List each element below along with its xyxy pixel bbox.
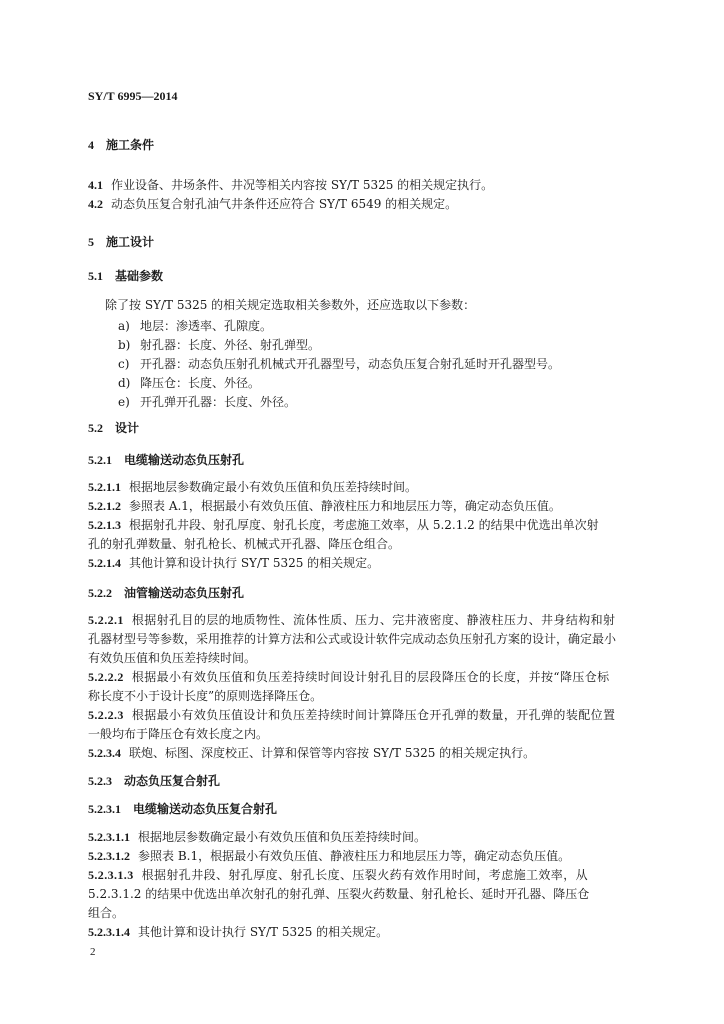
clause-5-2-3-1-4 [88,924,388,940]
clause-text: 根据射孔井段、射孔厚度、射孔长度，考虑施工效率，从 5.2.1.2 的结果中优选出单次射 [129,518,599,532]
section-5-1-heading [88,268,163,284]
section-5-2-2-heading [88,585,244,601]
list-text: 开孔器：动态负压射孔机械式开孔器型号，动态负压复合射孔延时开孔器型号。 [140,357,561,371]
clause-number: 5.2.1.3 [88,518,121,532]
list-item [118,375,260,391]
clause-number: 5.2.1.4 [88,556,121,570]
list-item [118,337,320,353]
section-title: 施工设计 [106,235,155,249]
list-marker: d) [118,376,131,390]
clause-4-2 [88,196,457,212]
clause-number: 5.2.3.1.2 [88,849,130,863]
clause-number: 5.2.3.1.3 [88,868,134,882]
section-4-heading [88,137,154,153]
section-title: 设计 [115,421,140,435]
clause-5-2-2-2 [88,669,610,685]
clause-text: 其他计算和设计执行 SY/T 5325 的相关规定。 [129,556,380,570]
section-number: 5.2.2 [88,586,112,600]
clause-continuation: 孔器材型号等参数，采用推荐的计算方法和公式或设计软件完成动态负压射孔方案的设计，确定最小 [88,632,617,646]
clause-continuation: 5.2.3.1.2 的结果中优选出单次射孔的射孔弹、压裂火药数量、射孔枪长、延时开孔器、降压仓 [88,887,590,901]
section-title: 电缆输送动态负压射孔 [124,453,245,467]
clause-text: 联炮、标图、深度校正、计算和保管等内容按 SY/T 5325 的相关规定执行。 [129,746,536,760]
list-text: 开孔弹开孔器：长度、外径。 [140,395,297,409]
clause-5-2-2-3 [88,707,615,723]
clause-continuation: 孔的射孔弹数量、射孔枪长、机械式开孔器、降压仓组合。 [88,537,401,551]
section-5-2-1-heading [88,452,244,468]
section-5-heading [88,234,154,250]
clause-text: 根据地层参数确定最小有效负压值和负压差持续时间。 [129,480,418,494]
clause-number: 4.1 [88,178,103,192]
clause-text: 根据射孔目的层的地质物性、流体性质、压力、完井液密度、静液柱压力、井身结构和射 [131,613,616,627]
list-text: 降压仓：长度、外径。 [140,376,261,390]
section-5-2-3-heading [88,773,220,789]
clause-text: 参照表 A.1，根据最小有效负压值、静液柱压力和地层压力等，确定动态负压值。 [129,499,561,513]
list-item [118,318,272,334]
clause-continuation: 一般均布于降压仓有效长度之内。 [88,727,269,741]
section-title: 基础参数 [115,269,164,283]
clause-text: 其他计算和设计执行 SY/T 5325 的相关规定。 [138,925,389,939]
clause-5-2-2-1 [88,612,615,628]
clause-text: 根据地层参数确定最小有效负压值和负压差持续时间。 [138,830,427,844]
clause-number: 5.2.3.1.4 [88,925,130,939]
section-number: 5.2.3 [88,774,112,788]
clause-text: 根据最小有效负压值设计和负压差持续时间计算降压仓开孔弹的数量，开孔弹的装配位置 [131,708,616,722]
list-marker: b) [118,338,131,352]
clause-5-2-3-1-3 [88,867,588,883]
list-marker: c) [118,357,130,371]
section-number: 5.2.1 [88,453,112,467]
list-item [118,394,296,410]
section-number: 5.2 [88,421,103,435]
section-number: 5 [88,235,94,249]
document-code: SY/T 6995—2014 [88,89,178,103]
page-number: 2 [90,946,96,958]
section-5-1-intro: 除了按 SY/T 5325 的相关规定选取相关参数外，还应选取以下参数： [105,298,476,312]
clause-number: 5.2.1.1 [88,480,121,494]
section-5-2-heading [88,420,139,436]
clause-4-1 [88,177,493,193]
clause-continuation: 有效负压值和负压差持续时间。 [88,651,257,665]
clause-text: 根据最小有效负压值和负压差持续时间设计射孔目的层段降压仓的长度，并按“降压仓标 [131,670,610,684]
clause-5-2-1-1 [88,479,417,495]
clause-5-2-3-4 [88,745,535,761]
section-number: 4 [88,138,94,152]
clause-text: 作业设备、井场条件、井况等相关内容按 SY/T 5325 的相关规定执行。 [111,178,494,192]
clause-5-2-3-1-1 [88,829,426,845]
clause-text: 动态负压复合射孔油气井条件还应符合 SY/T 6549 的相关规定。 [111,197,458,211]
clause-number: 5.2.2.3 [88,708,124,722]
list-item [118,356,560,372]
clause-number: 5.2.2.1 [88,613,124,627]
section-number: 5.2.3.1 [88,802,121,816]
list-text: 射孔器：长度、外径、射孔弹型。 [140,338,321,352]
list-text: 地层：渗透率、孔隙度。 [140,319,273,333]
section-5-2-3-1-heading [88,801,277,817]
clause-continuation: 称长度不小于设计长度”的原则选择降压仓。 [88,689,323,703]
clause-text: 根据射孔井段、射孔厚度、射孔长度、压裂火药有效作用时间，考虑施工效率，从 [141,868,589,882]
list-marker: a) [118,319,130,333]
clause-text: 参照表 B.1，根据最小有效负压值、静液柱压力和地层压力等，确定动态负压值。 [138,849,571,863]
clause-5-2-3-1-2 [88,848,570,864]
section-title: 动态负压复合射孔 [124,774,221,788]
clause-number: 5.2.3.1.1 [88,830,130,844]
clause-number: 5.2.2.2 [88,670,124,684]
clause-5-2-1-3 [88,517,599,533]
clause-number: 5.2.3.4 [88,746,121,760]
section-title: 施工条件 [106,138,155,152]
clause-continuation: 组合。 [88,906,125,920]
list-marker: e) [118,395,130,409]
section-title: 油管输送动态负压射孔 [124,586,245,600]
section-number: 5.1 [88,269,103,283]
clause-5-2-1-2 [88,498,561,514]
clause-number: 5.2.1.2 [88,499,121,513]
clause-5-2-1-4 [88,555,379,571]
clause-number: 4.2 [88,197,103,211]
section-title: 电缆输送动态负压复合射孔 [133,802,278,816]
